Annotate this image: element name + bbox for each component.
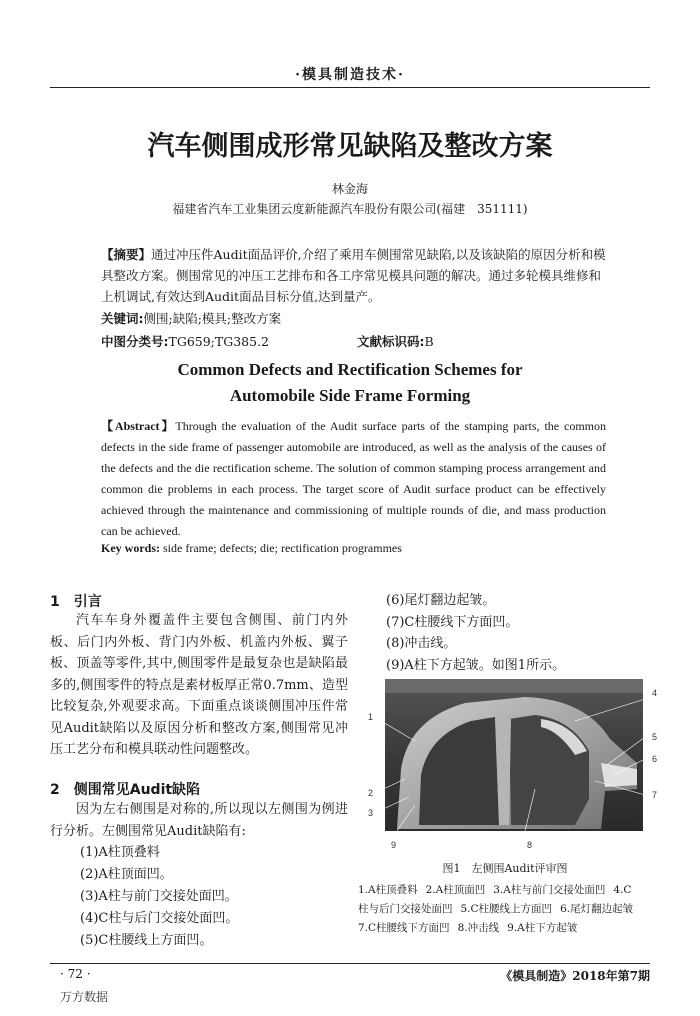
legend-item: 柱与后门交接处面凹 <box>358 903 453 915</box>
watermark-text: 万方数据 <box>60 990 109 1004</box>
callout-3: 3 <box>368 808 374 818</box>
clc-value: TG659;TG385.2 <box>168 334 270 349</box>
callout-2: 2 <box>368 788 374 798</box>
doc-code-value: B <box>424 334 434 349</box>
doc-code <box>357 332 434 350</box>
keywords-cn-label: 关键词: <box>101 311 144 326</box>
title-en-line2: Automobile Side Frame Forming <box>229 386 471 405</box>
defect-list-right <box>386 590 656 676</box>
list-item: (9)A柱下方起皱。如图1所示。 <box>386 657 566 673</box>
title-en-line1: Common Defects and Rectification Schemes for <box>177 360 523 379</box>
legend-item: 5.C柱腰线上方面凹 <box>460 903 553 915</box>
callout-7: 7 <box>652 790 658 800</box>
abstract-cn-text: 通过冲压件Audit面品评价,介绍了乘用车侧围常见缺陷,以及该缺陷的原因分析和模具整改方案。侧围常见的冲压工艺排布和各工序常见模具问题的解决。通过多轮模具维修和上机调试,有效达到Audit面品目标分值,达到量产。 <box>101 247 606 304</box>
affiliation: 福建省汽车工业集团云度新能源汽车股份有限公司(福建 351111) <box>172 202 528 216</box>
legend-line-3 <box>358 919 658 938</box>
list-item: (1)A柱顶叠料 <box>80 845 160 860</box>
legend-item: 3.A柱与前门交接处面凹 <box>493 884 606 896</box>
legend-item: 1.A柱顶叠料 <box>358 884 418 896</box>
abstract-cn <box>101 244 606 307</box>
legend-item: 6.尾灯翻边起皱 <box>560 903 634 915</box>
abstract-en-text: Through the evaluation of the Audit surface parts of the stamping parts, the common defects in the side frame of passenger automobile are introduced, as well as the analysis of the causes of the defects and the die rectification scheme. The solution of common stamping process arrangement and common die problems in each process. The target score of Audit surface product can be effectively achieved through the maintenance and commissioning of multiple rounds of die, and mass production can be achieved. <box>101 419 607 538</box>
article-title-cn: 汽车侧围成形常见缺陷及整改方案 <box>147 131 553 162</box>
classification-line <box>101 332 606 350</box>
section2-paragraph: 因为左右侧围是对称的,所以现以左侧围为例进行分析。左侧围常见Audit缺陷有: <box>50 802 348 839</box>
legend-item: 2.A柱顶面凹 <box>425 884 486 896</box>
running-header: ·模具制造技术· <box>295 67 405 83</box>
figure-callouts <box>355 680 665 852</box>
author: 林金海 <box>331 182 368 196</box>
abstract-en-label: 【Abstract】 <box>101 419 176 433</box>
list-item: (3)A柱与前门交接处面凹。 <box>80 889 238 904</box>
keywords-en <box>101 541 606 556</box>
section1-heading: 1 引言 <box>50 594 102 610</box>
list-item: (2)A柱顶面凹。 <box>80 867 173 882</box>
legend-item: 9.A柱下方起皱 <box>507 922 578 934</box>
doc-code-label: 文献标识码: <box>357 334 425 349</box>
section2-heading: 2 侧围常见Audit缺陷 <box>50 782 201 798</box>
clc-label: 中图分类号: <box>101 334 169 349</box>
defect-list-left <box>80 842 350 952</box>
list-item: (8)冲击线。 <box>386 636 457 651</box>
abstract-en <box>101 416 606 542</box>
keywords-cn <box>101 309 606 327</box>
legend-item: 7.C柱腰线下方面凹 <box>358 922 450 934</box>
list-item: (4)C柱与后门交接处面凹。 <box>80 911 239 926</box>
footer-rule <box>50 963 650 964</box>
keywords-en-text: side frame; defects; die; rectification programmes <box>163 541 402 555</box>
article-title-en <box>0 357 700 409</box>
abstract-cn-label: 【摘要】 <box>101 247 152 262</box>
legend-line-1 <box>358 881 658 900</box>
callout-9: 9 <box>391 840 397 850</box>
page-number: · 72 · <box>60 967 91 981</box>
figure-legend <box>358 881 658 938</box>
callout-8: 8 <box>527 840 533 850</box>
callout-1: 1 <box>368 712 374 722</box>
callout-5: 5 <box>652 732 658 742</box>
legend-line-2 <box>358 900 658 919</box>
header-rule <box>50 87 650 88</box>
callout-6: 6 <box>652 754 658 764</box>
journal-issue: 《模具制造》2018年第7期 <box>500 969 650 983</box>
list-item: (5)C柱腰线上方面凹。 <box>80 933 213 948</box>
legend-item: 4.C <box>613 884 632 896</box>
list-item: (6)尾灯翻边起皱。 <box>386 593 496 608</box>
list-item: (7)C柱腰线下方面凹。 <box>386 614 519 630</box>
legend-item: 8.冲击线 <box>457 922 500 934</box>
keywords-en-label: Key words: <box>101 541 160 555</box>
callout-4: 4 <box>652 688 658 698</box>
keywords-cn-text: 侧围;缺陷;模具;整改方案 <box>143 311 282 326</box>
section1-paragraph: 汽车车身外覆盖件主要包含侧围、前门内外板、后门内外板、背门内外板、机盖内外板、翼子板、顶盖等零件,其中,侧围零件是最复杂也是缺陷最多的,侧围零件的特点是素材板厚正常0.7mm、造型比较复杂,外观要求高。下面重点谈谈侧围冲压件常见Audit缺陷以及原因分析和整改方案,侧围常见冲压工艺分布和模具联动性问题整改。 <box>50 613 348 757</box>
figure-caption: 图1 左侧围Audit评审图 <box>442 862 568 875</box>
